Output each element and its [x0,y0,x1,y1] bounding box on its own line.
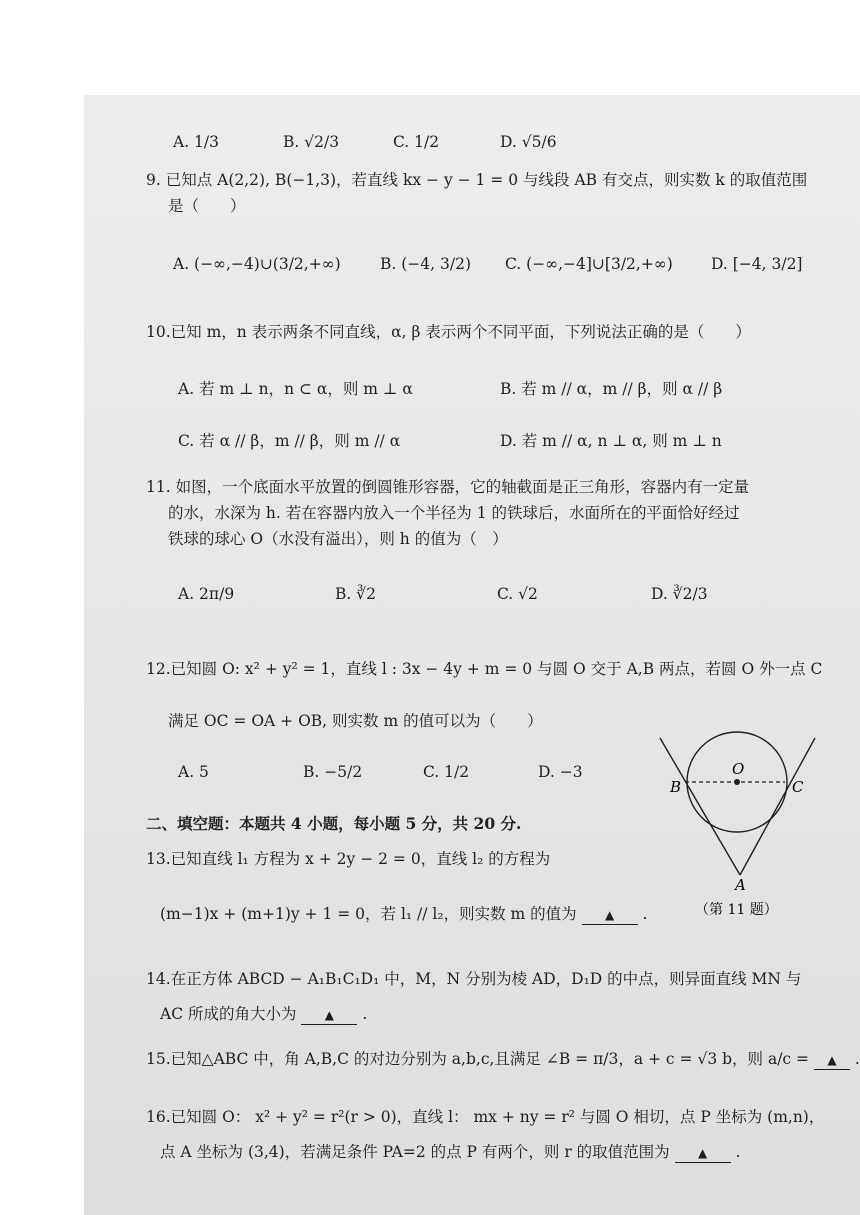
q16-answer-blank: ▲ [675,1144,731,1163]
q9-option-a: A. (−∞,−4)∪(3/2,+∞) [173,255,341,273]
q13-end: . [642,905,648,923]
q13-stem-line1: 13.已知直线 l₁ 方程为 x + 2y − 2 = 0，直线 l₂ 的方程为 [146,850,551,868]
q11-stem-line3: 铁球的球心 O（水没有溢出），则 h 的值为（ ） [168,530,508,548]
q8-option-c: C. 1/2 [393,133,440,151]
q15-end: . [854,1050,860,1068]
section2-heading: 二、填空题：本题共 4 小题，每小题 5 分，共 20 分. [146,814,522,833]
q14-stem-line2 [160,1000,367,1028]
q13-answer-blank: ▲ [582,906,638,925]
q11-option-d: D. ∛2/3 [651,585,708,603]
q13-stem-text: (m−1)x + (m+1)y + 1 = 0，若 l₁ // l₂，则实数 m 的值为 [160,905,577,923]
q12-stem-line2: 满足 OC = OA + OB, 则实数 m 的值可以为（ ） [168,712,543,730]
q8-option-a: A. 1/3 [173,133,219,151]
q14-stem-text: AC 所成的角大小为 [160,1005,297,1023]
q16-end: . [735,1143,741,1161]
q10-stem: 10.已知 m，n 表示两条不同直线，α, β 表示两个不同平面，下列说法正确的是（ ） [146,323,751,341]
q12-option-c: C. 1/2 [423,763,470,781]
figure-caption: （第 11 题） [695,902,778,918]
q15-stem-text: 15.已知△ABC 中，角 A,B,C 的对边分别为 a,b,c,且满足 ∠B = π/3，a + c = √3 b，则 a/c = [146,1050,810,1068]
q9-option-d: D. [−4, 3/2] [711,255,803,273]
label-a: A [735,876,746,894]
q12-option-d: D. −3 [538,763,583,781]
q12-option-a: A. 5 [178,763,209,781]
q16-stem-line2 [160,1138,740,1166]
q11-option-b: B. ∛2 [335,585,376,603]
q10-option-c: C. 若 α // β，m // β，则 m // α [178,432,401,450]
q8-option-d: D. √5/6 [500,133,557,151]
q12-option-b: B. −5/2 [303,763,363,781]
q10-option-a: A. 若 m ⊥ n，n ⊂ α，则 m ⊥ α [178,380,413,398]
q9-option-b: B. (−4, 3/2) [380,255,471,273]
q12-stem-line1: 12.已知圆 O: x² + y² = 1，直线 l : 3x − 4y + m = 0 与圆 O 交于 A,B 两点，若圆 O 外一点 C [146,660,823,678]
q16-stem-line1: 16.已知圆 O： x² + y² = r²(r > 0)，直线 l： mx + ny = r² 与圆 O 相切，点 P 坐标为 (m,n)， [146,1108,825,1126]
q11-stem-line2: 的水，水深为 h. 若在容器内放入一个半径为 1 的铁球后，水面所在的平面恰好经过 [168,504,740,522]
q15-answer-blank: ▲ [814,1051,850,1070]
label-o: O [732,760,745,778]
q13-stem-line2 [160,900,647,928]
q9-option-c: C. (−∞,−4]∪[3/2,+∞) [505,255,673,273]
q14-stem-line1: 14.在正方体 ABCD − A₁B₁C₁D₁ 中，M，N 分别为棱 AD，D₁D 的中点，则异面直线 MN 与 [146,970,802,988]
q11-stem-line1: 11. 如图，一个底面水平放置的倒圆锥形容器，它的轴截面是正三角形，容器内有一定量 [146,478,750,496]
q11-option-a: A. 2π/9 [178,585,235,603]
label-b: B [670,778,682,796]
q10-option-d: D. 若 m // α, n ⊥ α, 则 m ⊥ n [500,432,722,450]
q16-stem-text: 点 A 坐标为 (3,4)，若满足条件 PA=2 的点 P 有两个，则 r 的取值范围为 [160,1143,670,1161]
q8-option-b: B. √2/3 [283,133,340,151]
cone-sphere-figure [655,730,825,920]
label-c: C [792,778,804,796]
q14-end: . [362,1005,368,1023]
q11-option-c: C. √2 [497,585,538,603]
q15-stem [146,1045,860,1073]
q10-option-b: B. 若 m // α，m // β，则 α // β [500,380,723,398]
q9-stem-line2: 是（ ） [168,197,246,215]
q14-answer-blank: ▲ [301,1006,357,1025]
q9-stem-line1: 9. 已知点 A(2,2), B(−1,3)，若直线 kx − y − 1 = 0 与线段 AB 有交点，则实数 k 的取值范围 [146,171,808,189]
sphere-center-point [734,779,740,785]
cone-outline [660,738,815,875]
